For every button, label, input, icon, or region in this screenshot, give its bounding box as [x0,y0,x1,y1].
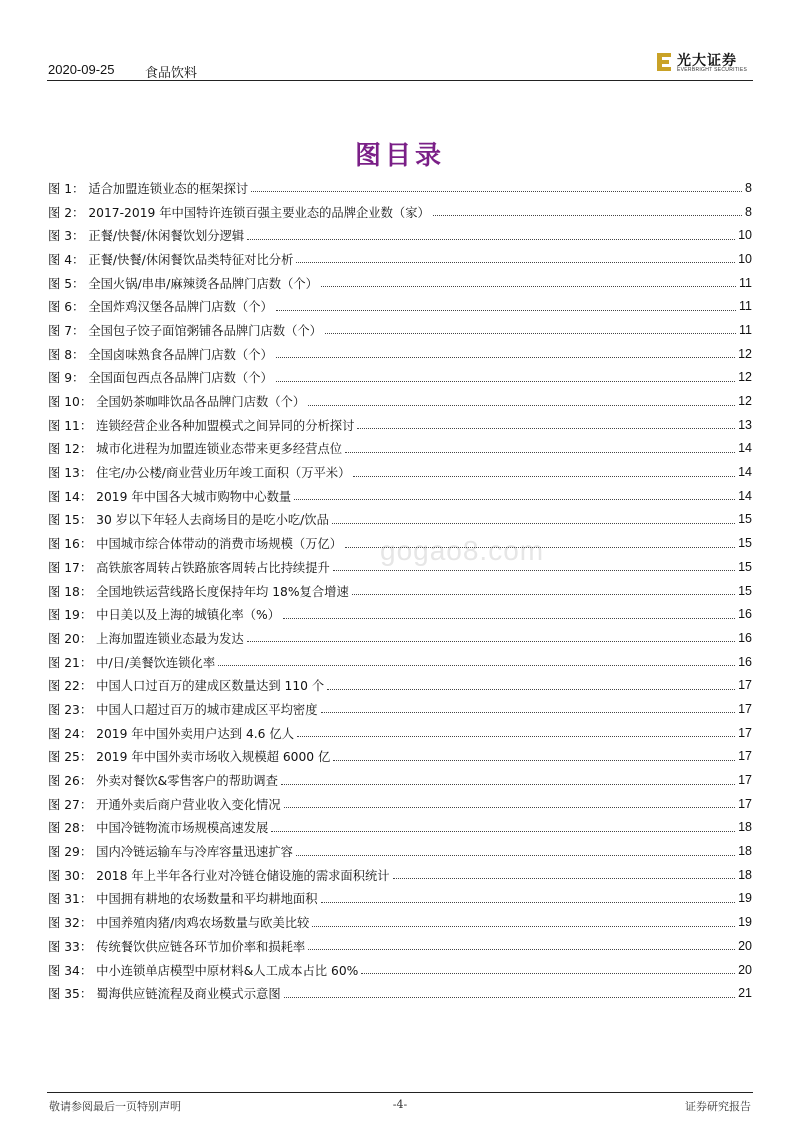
toc-entry[interactable] [48,673,752,697]
toc-leader-dots [281,784,735,785]
toc-entry[interactable] [48,508,752,532]
toc-entry[interactable] [48,366,752,390]
toc-leader-dots [333,570,735,571]
toc-entry-number: 图 1： [48,181,85,196]
toc-entry[interactable] [48,626,752,650]
toc-entry-page: 13 [738,417,752,432]
toc-entry-page: 16 [738,607,752,622]
toc-entry-number: 图 29： [48,845,93,860]
logo-text-cn: 光大证券 [677,53,737,69]
toc-leader-dots [321,712,736,713]
toc-entry[interactable] [48,176,752,200]
toc-entry-page: 11 [739,322,752,337]
toc-leader-dots [284,807,735,808]
toc-entry[interactable] [48,413,752,437]
toc-entry-title[interactable]: 2017-2019 年中国特许连锁百强主要业态的品牌企业数（家） [88,205,430,220]
toc-entry[interactable] [48,318,752,342]
toc-leader-dots [308,405,735,406]
toc-leader-dots [393,878,735,879]
toc-entry[interactable] [48,200,752,224]
toc-entry-title[interactable]: 中国冷链物流市场规模高速发展 [96,821,269,836]
toc-entry-number: 图 9： [48,371,85,386]
toc-leader-dots [218,665,735,666]
toc-entry-title[interactable]: 全国面包西点各品牌门店数（个） [88,371,273,386]
toc-entry-page: 21 [738,986,752,1001]
toc-entry-number: 图 8： [48,347,85,362]
toc-entry-title[interactable]: 上海加盟连锁业态最为发达 [96,631,244,646]
toc-entry-number: 图 33： [48,939,93,954]
toc-entry-number: 图 11： [48,418,93,433]
toc-entry-number: 图 31： [48,892,93,907]
toc-entry-title[interactable]: 传统餐饮供应链各环节加价率和损耗率 [96,939,306,954]
toc-entry-number: 图 17： [48,560,93,575]
toc-entry-title[interactable]: 全国卤味熟食各品牌门店数（个） [88,347,273,362]
toc-leader-dots [284,997,735,998]
toc-entry-page: 14 [738,488,752,503]
toc-leader-dots [297,736,735,737]
everbright-logo [655,50,751,74]
toc-entry-page: 20 [738,962,752,977]
toc-entry-title[interactable]: 高铁旅客周转占铁路旅客周转占比持续提升 [96,560,330,575]
toc-entry-number: 图 12： [48,442,93,457]
toc-entry-number: 图 15： [48,513,93,528]
toc-entry-number: 图 22： [48,679,93,694]
toc-entry-page: 12 [738,346,752,361]
toc-leader-dots [276,357,735,358]
toc-entry-page: 17 [738,749,752,764]
toc-entry-number: 图 21： [48,655,93,670]
toc-entry[interactable] [48,271,752,295]
toc-leader-dots [296,262,735,263]
toc-entry-number: 图 34： [48,963,93,978]
toc-entry-title[interactable]: 外卖对餐饮&零售客户的帮助调查 [96,774,278,789]
toc-leader-dots [247,239,735,240]
toc-entry-number: 图 26： [48,774,93,789]
toc-entry-title[interactable]: 中国人口超过百万的城市建成区平均密度 [96,702,318,717]
toc-entry-title[interactable]: 住宅/办公楼/商业营业历年竣工面积（万平米） [96,466,351,481]
toc-entry[interactable] [48,531,752,555]
toc-entry-page: 14 [738,441,752,456]
toc-entry-title[interactable]: 全国炸鸡汉堡各品牌门店数（个） [88,300,273,315]
toc-entry-number: 图 25： [48,750,93,765]
toc-entry-number: 图 23： [48,702,93,717]
toc-entry-title[interactable]: 2019 年中国各大城市购物中心数量 [96,489,292,504]
toc-leader-dots [325,333,736,334]
toc-entry[interactable] [48,223,752,247]
toc-entry-title[interactable]: 2019 年中国外卖用户达到 4.6 亿人 [96,726,294,741]
toc-entry-title[interactable]: 国内冷链运输车与冷库容量迅速扩容 [96,845,293,860]
toc-entry[interactable] [48,887,752,911]
toc-leader-dots [247,641,735,642]
toc-entry-title[interactable]: 中国城市综合体带动的消费市场规模（万亿） [96,537,343,552]
toc-leader-dots [352,594,735,595]
toc-leader-dots [251,191,742,192]
toc-entry-title[interactable]: 中国拥有耕地的农场数量和平均耕地面积 [96,892,318,907]
toc-entry-title[interactable]: 全国包子饺子面馆粥铺各品牌门店数（个） [88,323,322,338]
disclaimer-note: 敬请参阅最后一页特别声明 [49,1100,181,1113]
toc-leader-dots [321,902,736,903]
toc-leader-dots [296,855,735,856]
toc-entry[interactable] [48,745,752,769]
toc-entry-title[interactable]: 连锁经营企业各种加盟模式之间异同的分析探讨 [96,418,355,433]
toc-entry-number: 图 13： [48,466,93,481]
toc-leader-dots [294,499,735,500]
toc-entry[interactable] [48,768,752,792]
toc-entry-page: 8 [745,180,752,195]
toc-entry-title[interactable]: 全国地铁运营线路长度保持年均 18%复合增速 [96,584,349,599]
toc-leader-dots [433,215,742,216]
toc-entry-page: 17 [738,678,752,693]
toc-entry[interactable] [48,555,752,579]
toc-entry[interactable] [48,484,752,508]
toc-leader-dots [353,476,735,477]
toc-entry-number: 图 28： [48,821,93,836]
toc-entry-number: 图 24： [48,726,93,741]
toc-entry[interactable] [48,910,752,934]
page-footer [47,1092,753,1113]
toc-entry-number: 图 6： [48,300,85,315]
toc-entry-page: 17 [738,725,752,740]
toc-entry-page: 18 [738,820,752,835]
toc-leader-dots [312,926,735,927]
toc-entry-title[interactable]: 中国养殖肉猪/肉鸡农场数量与欧美比较 [96,916,310,931]
page-header [47,44,753,81]
toc-entry-page: 17 [738,796,752,811]
toc-entry-number: 图 35： [48,987,93,1002]
toc-entry[interactable] [48,958,752,982]
toc-entry[interactable] [48,579,752,603]
toc-leader-dots [361,973,735,974]
toc-leader-dots [276,381,735,382]
toc-entry[interactable] [48,342,752,366]
toc-entry-page: 12 [738,394,752,409]
toc-leader-dots [321,286,736,287]
page-number: -4- [392,1098,408,1111]
report-date: 2020-09-25 [48,62,115,77]
toc-entry-title[interactable]: 中/日/美餐饮连锁化率 [96,655,216,670]
toc-leader-dots [345,452,735,453]
toc-entry[interactable] [48,697,752,721]
toc-entry-title[interactable]: 2018 年上半年各行业对冷链仓储设施的需求面积统计 [96,868,390,883]
toc-entry-title[interactable]: 正餐/快餐/休闲餐饮划分逻辑 [88,229,245,244]
toc-entry-title[interactable]: 正餐/快餐/休闲餐饮品类特征对比分析 [88,252,294,267]
toc-entry-number: 图 4： [48,252,85,267]
toc-entry-title[interactable]: 适合加盟连锁业态的框架探讨 [88,181,249,196]
toc-entry-page: 17 [738,701,752,716]
toc-entry-title[interactable]: 中小连锁单店模型中原材料&人工成本占比 60% [96,963,359,978]
toc-leader-dots [283,618,735,619]
toc-entry-page: 19 [738,891,752,906]
toc-entry-number: 图 2： [48,205,85,220]
toc-entry-page: 10 [738,228,752,243]
logo-text-en: EVERBRIGHT SECURITIES [677,67,748,73]
toc-entry-number: 图 14： [48,489,93,504]
toc-entry[interactable] [48,863,752,887]
toc-leader-dots [345,547,735,548]
toc-entry-page: 10 [738,251,752,266]
toc-entry[interactable] [48,294,752,318]
toc-entry-page: 15 [738,536,752,551]
toc-entry[interactable] [48,247,752,271]
page-title: 图目录 [354,141,445,171]
toc-entry[interactable] [48,839,752,863]
report-sector: 食品饮料 [145,66,198,81]
toc-entry-page: 15 [738,512,752,527]
toc-entry-page: 11 [739,275,752,290]
toc-entry-page: 11 [739,299,752,314]
toc-entry[interactable] [48,721,752,745]
toc-leader-dots [276,310,736,311]
toc-leader-dots [271,831,735,832]
toc-entry[interactable] [48,460,752,484]
toc-entry-number: 图 30： [48,868,93,883]
toc-entry-number: 图 18： [48,584,93,599]
toc-entry[interactable] [48,792,752,816]
toc-entry-number: 图 5： [48,276,85,291]
toc-entry-page: 19 [738,915,752,930]
toc-entry-page: 16 [738,630,752,645]
watermark: gogao8.com [380,535,545,566]
toc-entry-number: 图 27： [48,797,93,812]
toc-entry-page: 18 [738,867,752,882]
toc-entry-page: 16 [738,654,752,669]
toc-entry-number: 图 20： [48,631,93,646]
toc-leader-dots [332,523,735,524]
toc-entry-page: 18 [738,844,752,859]
toc-leader-dots [357,428,735,429]
toc-entry[interactable] [48,650,752,674]
toc-entry-page: 8 [745,204,752,219]
toc-entry-number: 图 32： [48,916,93,931]
report-type: 证券研究报告 [685,1100,751,1113]
figure-index-list [48,176,752,1005]
toc-entry[interactable] [48,934,752,958]
toc-entry-number: 图 19： [48,608,93,623]
toc-entry-title[interactable]: 蜀海供应链流程及商业模式示意图 [96,987,281,1002]
toc-entry-title[interactable]: 开通外卖后商户营业收入变化情况 [96,797,281,812]
toc-leader-dots [308,949,735,950]
toc-entry-page: 15 [738,583,752,598]
toc-entry[interactable] [48,602,752,626]
toc-leader-dots [327,689,735,690]
toc-entry-page: 17 [738,773,752,788]
everbright-logo-icon [655,52,673,72]
toc-entry-title[interactable]: 中国人口过百万的建成区数量达到 110 个 [96,679,325,694]
toc-entry-title[interactable]: 全国奶茶咖啡饮品各品牌门店数（个） [96,395,306,410]
toc-entry-page: 15 [738,559,752,574]
toc-entry[interactable] [48,437,752,461]
toc-entry-title[interactable]: 30 岁以下年轻人去商场目的是吃小吃/饮品 [96,513,329,528]
toc-entry-title[interactable]: 城市化进程为加盟连锁业态带来更多经营点位 [96,442,343,457]
toc-entry[interactable] [48,981,752,1005]
toc-entry-page: 12 [738,370,752,385]
toc-entry-number: 图 10： [48,395,93,410]
toc-entry-title[interactable]: 中日美以及上海的城镇化率（%） [96,608,280,623]
toc-entry[interactable] [48,816,752,840]
toc-leader-dots [333,760,735,761]
toc-entry-title[interactable]: 2019 年中国外卖市场收入规模超 6000 亿 [96,750,331,765]
toc-entry-number: 图 7： [48,323,85,338]
toc-entry-page: 14 [738,465,752,480]
toc-entry-number: 图 3： [48,229,85,244]
toc-entry[interactable] [48,389,752,413]
toc-entry-number: 图 16： [48,537,93,552]
toc-entry-page: 20 [738,938,752,953]
toc-entry-title[interactable]: 全国火锅/串串/麻辣烫各品牌门店数（个） [88,276,318,291]
